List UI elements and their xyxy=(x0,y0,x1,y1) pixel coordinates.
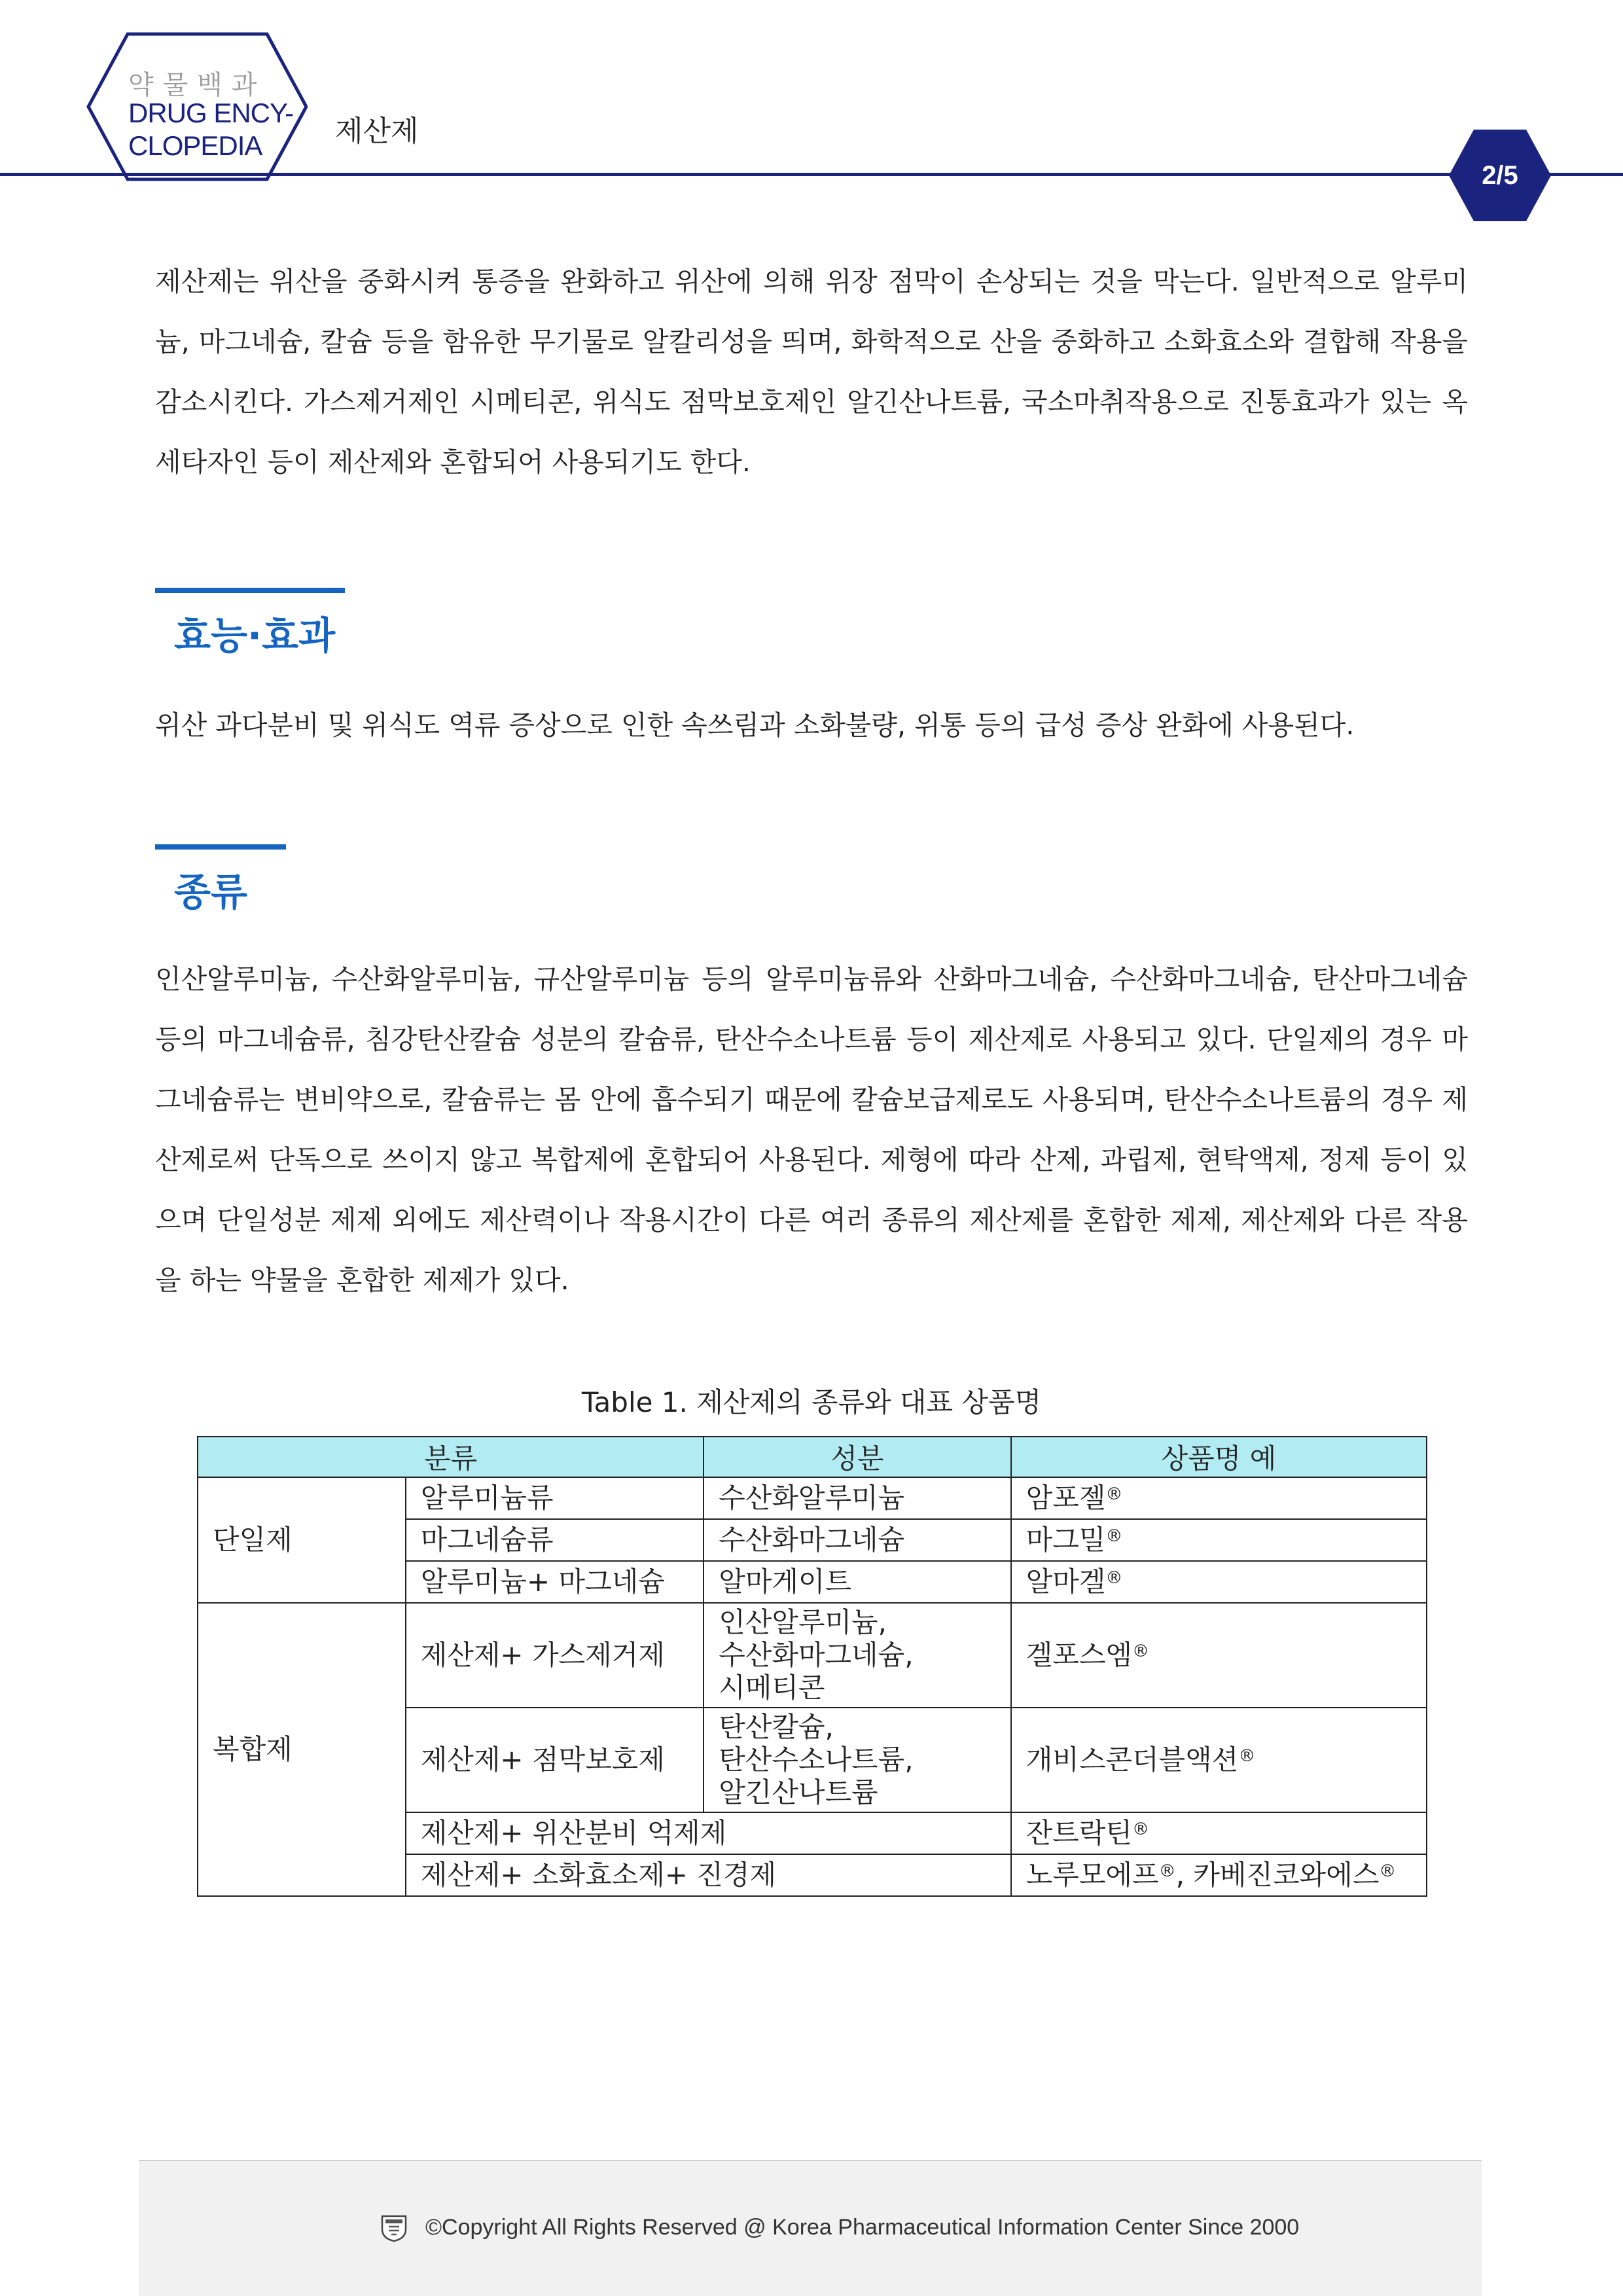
page-number: 2/5 xyxy=(1482,161,1518,190)
antacid-table xyxy=(197,1436,1427,1897)
section-title-efficacy: 효능·효과 xyxy=(174,613,336,658)
product-name: 암포젤 xyxy=(1026,1482,1106,1514)
header-rule xyxy=(0,173,1623,176)
registered-mark: ® xyxy=(1105,1568,1123,1588)
registered-mark: ® xyxy=(1105,1484,1123,1504)
subcategory: 마그네슘류 xyxy=(406,1519,704,1561)
table-header-row xyxy=(198,1437,1427,1477)
registered-mark: ® xyxy=(1158,1861,1176,1881)
logo-korean-text: 약물백과 xyxy=(128,70,266,100)
table-caption: Table 1. 제산제의 종류와 대표 상품명 xyxy=(581,1386,1042,1418)
ingredient-line: 인산알루미늄, xyxy=(719,1606,887,1638)
subcategory: 제산제+ 소화효소제+ 진경제 xyxy=(406,1854,1011,1896)
product-name: 개비스콘더블액션 xyxy=(1026,1744,1239,1776)
product-name: 마그밀 xyxy=(1026,1524,1106,1556)
subcategory: 제산제+ 가스제거제 xyxy=(406,1603,704,1708)
efficacy-paragraph: 위산 과다분비 및 위식도 역류 증상으로 인한 속쓰림과 소화불량, 위통 등의 급성 증상 완화에 사용된다. xyxy=(155,709,1355,741)
registered-mark: ® xyxy=(1132,1820,1149,1839)
header-product: 상품명 예 xyxy=(1011,1437,1427,1477)
registered-mark: ® xyxy=(1379,1861,1397,1881)
product-name: 카베진코와에스 xyxy=(1193,1859,1380,1891)
ingredient: 수산화알루미늄 xyxy=(704,1477,1011,1519)
subcategory: 제산제+ 위산분비 억제제 xyxy=(406,1812,1011,1854)
section-bar-efficacy xyxy=(155,588,345,593)
product xyxy=(1011,1477,1427,1519)
group-combination: 복합제 xyxy=(198,1603,406,1896)
ingredient-line: 수산화마그네슘, xyxy=(719,1639,914,1671)
product-name: 알마겔 xyxy=(1026,1566,1106,1598)
product xyxy=(1011,1561,1427,1603)
section-bar-types xyxy=(155,844,286,850)
ingredient-line: 시메티콘 xyxy=(719,1672,825,1704)
group-single: 단일제 xyxy=(198,1477,406,1603)
table-row xyxy=(198,1603,1427,1708)
logo-english-text xyxy=(128,97,298,162)
product xyxy=(1011,1854,1427,1896)
ingredient xyxy=(704,1603,1011,1708)
subcategory: 제산제+ 점막보호제 xyxy=(406,1708,704,1812)
ingredient: 수산화마그네슘 xyxy=(704,1519,1011,1561)
subcategory: 알루미늄류 xyxy=(406,1477,704,1519)
shield-emblem-icon xyxy=(380,2214,408,2242)
header-category: 분류 xyxy=(198,1437,704,1477)
section-title-types: 종류 xyxy=(174,870,248,914)
ingredient: 알마게이트 xyxy=(704,1561,1011,1603)
registered-mark: ® xyxy=(1105,1526,1123,1546)
table-row xyxy=(198,1477,1427,1519)
types-paragraph: 인산알루미늄, 수산화알루미늄, 규산알루미늄 등의 알루미늄류와 산화마그네슘, 수산화마그네슘, 탄산마그네슘 등의 마그네슘류, 침강탄산칼슘 성분의 칼슘류, 탄산수소나트륨 등이 제산제로 사용되고 있다. 단일제의 경우 마그네슘류는 변비약으로, 칼슘류는 몸 안에 흡수되기 때문에 칼슘보급제로도 사용되며, 탄산수소나트륨의 경우 제산제로써 단독으로 쓰이지 않고 복합제에 혼합되어 사용된다. 제형에 따라 산제, 과립제, 현탁액제, 정제 등이 있으며 단일성분 제제 외에도 제산력이나 작용시간이 다른 여러 종류의 제산제를 혼합한 제제, 제산제와 다른 작용을 하는 약물을 혼합한 제제가 있다. xyxy=(155,963,1468,1296)
ingredient xyxy=(704,1708,1011,1812)
registered-mark: ® xyxy=(1238,1746,1256,1766)
header-title: 제산제 xyxy=(335,115,419,148)
product-separator: , xyxy=(1175,1859,1194,1891)
product xyxy=(1011,1708,1427,1812)
copyright-text: ©Copyright All Rights Reserved @ Korea Pharmaceutical Information Center Since 2000 xyxy=(425,2215,1300,2240)
product-name: 노루모에프 xyxy=(1026,1859,1159,1891)
ingredient-line: 탄산수소나트륨, xyxy=(719,1744,914,1776)
product xyxy=(1011,1812,1427,1854)
logo-en-line2: CLOPEDIA xyxy=(128,130,262,161)
logo-en-line1: DRUG ENCY- xyxy=(128,98,294,128)
registered-mark: ® xyxy=(1132,1641,1149,1661)
header-ingredient: 성분 xyxy=(704,1437,1011,1477)
ingredient-line: 탄산칼슘, xyxy=(719,1711,834,1743)
product-name: 잔트락틴 xyxy=(1026,1817,1132,1849)
ingredient-line: 알긴산나트륨 xyxy=(719,1776,878,1808)
product-name: 겔포스엠 xyxy=(1026,1639,1132,1671)
subcategory: 알루미늄+ 마그네슘 xyxy=(406,1561,704,1603)
product xyxy=(1011,1519,1427,1561)
intro-paragraph: 제산제는 위산을 중화시켜 통증을 완화하고 위산에 의해 위장 점막이 손상되는 것을 막는다. 일반적으로 알루미늄, 마그네슘, 칼슘 등을 함유한 무기물로 알칼리성을 띄며, 화학적으로 산을 중화하고 소화효소와 결합해 작용을 감소시킨다. 가스제거제인 시메티콘, 위식도 점막보호제인 알긴산나트륨, 국소마취작용으로 진통효과가 있는 옥세타자인 등이 제산제와 혼합되어 사용되기도 한다. xyxy=(155,266,1468,478)
product xyxy=(1011,1603,1427,1708)
